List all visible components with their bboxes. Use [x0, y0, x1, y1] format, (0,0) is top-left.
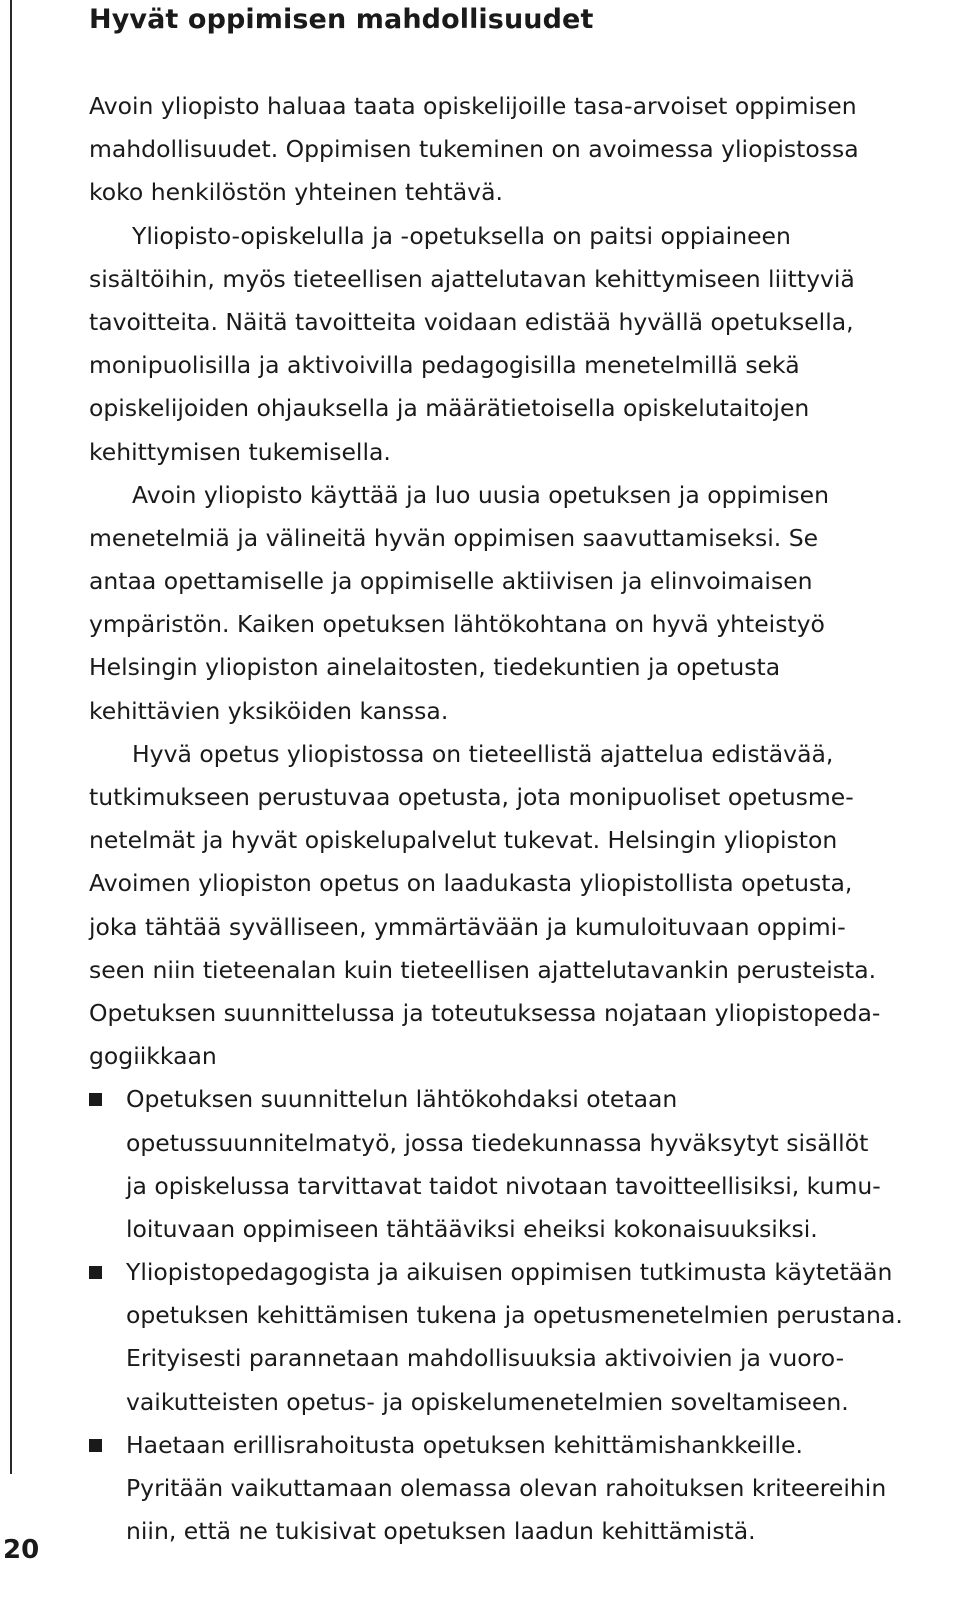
square-bullet-icon [89, 1439, 102, 1452]
bullet-line: Yliopistopedagogista ja aikuisen oppimisen tutkimusta käytetään [126, 1258, 893, 1287]
bullet-line: Pyritään vaikuttamaan olemassa olevan rahoituksen kriteereihin [126, 1474, 887, 1502]
body-text [89, 85, 949, 1553]
text-line: monipuolisilla ja aktivoivilla pedagogisilla menetelmillä sekä [89, 351, 800, 380]
bullet-line: vaikutteisten opetus- ja opiskelumenetelmien soveltamiseen. [126, 1387, 849, 1416]
text-line: Avoin yliopisto haluaa taata opiskelijoille tasa-arvoiset oppimisen [89, 92, 857, 120]
text-line: antaa opettamiselle ja oppimiselle aktiivisen ja elinvoimaisen [89, 567, 813, 596]
text-line: gogiikkaan [89, 1042, 217, 1071]
text-line: sisältöihin, myös tieteellisen ajattelutavan kehittymiseen liittyviä [89, 264, 855, 293]
text-line: seen niin tieteenalan kuin tieteellisen ajattelutavankin perusteista. [89, 955, 877, 984]
bullet-line: Haetaan erillisrahoitusta opetuksen kehittämishankkeille. [126, 1430, 803, 1459]
bullet-item [89, 1251, 949, 1424]
margin-rule [10, 0, 12, 1474]
page-content [89, 0, 949, 1553]
paragraph-lines [89, 85, 949, 1078]
square-bullet-icon [89, 1093, 102, 1106]
text-line: tavoitteita. Näitä tavoitteita voidaan edistää hyvällä opetuksella, [89, 307, 854, 336]
text-line: mahdollisuudet. Oppimisen tukeminen on avoimessa yliopistossa [89, 135, 859, 164]
page-heading: Hyvät oppimisen mahdollisuudet [89, 4, 594, 35]
text-line: menetelmiä ja välineitä hyvän oppimisen saavuttamiseksi. Se [89, 523, 819, 552]
text-line: Avoin yliopisto käyttää ja luo uusia opetuksen ja oppimisen [132, 480, 829, 509]
text-line: Opetuksen suunnittelussa ja toteutuksessa nojataan yliopistopeda- [89, 998, 881, 1027]
text-line: Yliopisto-opiskelulla ja -opetuksella on paitsi oppiaineen [132, 221, 791, 250]
bullet-line: opetussuunnitelmatyö, jossa tiedekunnassa hyväksytyt sisällöt [126, 1128, 869, 1157]
bullet-line: loituvaan oppimiseen tähtääviksi eheiksi kokonaisuuksiksi. [126, 1214, 818, 1243]
bullet-line: opetuksen kehittämisen tukena ja opetusmenetelmien perustana. [126, 1301, 903, 1330]
square-bullet-icon [89, 1266, 102, 1279]
bullet-line: Opetuksen suunnittelun lähtökohdaksi otetaan [126, 1085, 678, 1114]
bullet-line: Erityisesti parannetaan mahdollisuuksia aktivoivien ja vuoro- [126, 1344, 845, 1373]
text-line: ympäristön. Kaiken opetuksen lähtökohtana on hyvä yhteistyö [89, 610, 825, 639]
bullet-line: ja opiskelussa tarvittavat taidot nivotaan tavoitteellisiksi, kumu- [126, 1171, 881, 1200]
bullet-item [89, 1078, 949, 1251]
text-line: opiskelijoiden ohjauksella ja määrätietoisella opiskelutaitojen [89, 394, 810, 423]
bullet-line: niin, että ne tukisivat opetuksen laadun kehittämistä. [126, 1517, 756, 1546]
bullet-item [89, 1424, 949, 1554]
text-line: netelmät ja hyvät opiskelupalvelut tukevat. Helsingin yliopiston [89, 826, 838, 855]
text-line: kehittymisen tukemisella. [89, 437, 391, 466]
text-line: tutkimukseen perustuvaa opetusta, jota monipuoliset opetusme- [89, 783, 854, 811]
text-line: Helsingin yliopiston ainelaitosten, tiedekuntien ja opetusta [89, 653, 781, 682]
text-line: kehittävien yksiköiden kanssa. [89, 696, 449, 725]
text-line: Avoimen yliopiston opetus on laadukasta yliopistollista opetusta, [89, 869, 853, 898]
text-line: Hyvä opetus yliopistossa on tieteellistä ajattelua edistävää, [132, 739, 834, 768]
text-line: koko henkilöstön yhteinen tehtävä. [89, 178, 503, 207]
page-number: 20 [3, 1535, 40, 1565]
text-line: joka tähtää syvälliseen, ymmärtävään ja kumuloituvaan oppimi- [89, 912, 846, 941]
bullet-list [89, 1078, 949, 1553]
